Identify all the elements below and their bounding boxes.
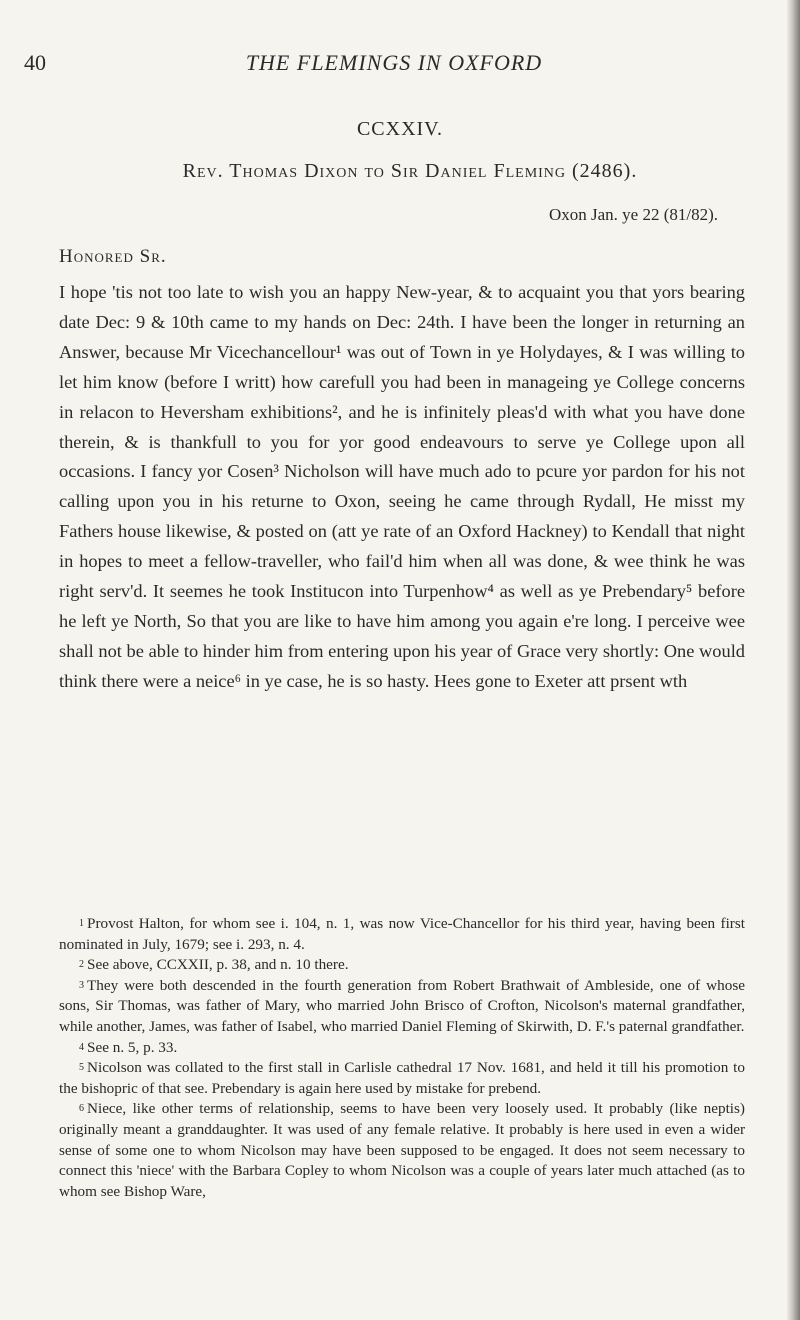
footnote-mark: 1 [79, 918, 84, 929]
letter-number: CCXXIV. [356, 118, 444, 140]
page-header [24, 50, 764, 82]
page-edge-shadow [786, 0, 800, 1320]
footnote-text: Provost Halton, for whom see i. 104, n. 1, was now Vice-Chancellor for his third year, having been first nominated in July, 1679; see i. 293, n. 4. [59, 915, 745, 953]
letter-body [59, 278, 745, 697]
footnote [59, 1058, 745, 1099]
letter-heading: Rev. Thomas Dixon to Sir Daniel Fleming (2486). [182, 160, 638, 182]
footnote [59, 976, 745, 1038]
footnote-mark: 3 [79, 979, 84, 991]
running-title: THE FLEMINGS IN OXFORD [245, 50, 543, 75]
footnote-mark: 5 [79, 1062, 84, 1074]
footnote-mark: 6 [79, 1103, 84, 1115]
footnote [59, 1099, 745, 1202]
footnotes [59, 914, 745, 1202]
letter-salutation: Honored Sr. [59, 246, 167, 267]
letter-text: I hope 'tis not too late to wish you an happy New-year, & to acquaint you that yors bearing date Dec: 9 & 10th came to my hands on Dec: 24th. I have been the longer in returning an Answer, because Mr Vicechancellour¹ was out of Town in ye Holydayes, & I was willing to let him know (before I writt) how carefull you had been in manageing ye College concerns in relacon to Heversham exhibitions², and he is infinitely pleas'd with what you have done therein, & is thankfull to you for yor good endeavours to serve ye College upon all occasions. I fancy yor Cosen³ Nicholson will have much ado to pcure yor pardon for his not calling upon you in his returne to Oxon, seeing he came through Rydall, He misst my Fathers house likewise, & posted on (att ye rate of an Oxford Hackney) to Kendall that night in hopes to meet a fellow-traveller, who fail'd him when all was done, & wee think he was right serv'd. It seemes he took Institucon into Turpenhow⁴ as well as ye Prebendary⁵ before he left ye North, So that you are like to have him among you again e're long. I perceive wee shall not be able to hinder him from entering upon his year of Grace very shortly: One would think there were a neice⁶ in ye case, he is so hasty. Hees gone to Exeter att prsent wth [59, 282, 745, 691]
footnote-text: See n. 5, p. 33. [87, 1038, 178, 1056]
page-number: 40 [24, 50, 46, 75]
footnote [59, 1038, 745, 1059]
footnote-mark: 2 [79, 959, 84, 971]
footnote [59, 955, 745, 976]
letter-dateline: Oxon Jan. ye 22 (81/82). [548, 205, 718, 224]
footnote-text: Nicolson was collated to the first stall in Carlisle cathedral 17 Nov. 1681, and held it till his promotion to the bishopric of that see. Prebendary is again here used by mistake for prebend. [59, 1059, 745, 1097]
footnote-text: They were both descended in the fourth generation from Robert Brathwait of Ambleside, one of whose sons, Sir Thomas, was father of Mary, who married John Brisco of Crofton, Nicolson's maternal grandfather, while another, James, was father of Isabel, who married Daniel Fleming of Skirwith, D. F.'s paternal grandfather. [59, 976, 745, 1035]
footnote-mark: 4 [79, 1041, 84, 1053]
footnote-text: Niece, like other terms of relationship, seems to have been very loosely used. It probably (like neptis) originally meant a granddaughter. It was used of any female relative. It probably is here used in even a wider sense of some one to whom Nicolson may have been supposed to be engaged. It does not seem necessary to connect this 'niece' with the Barbara Copley to whom Nicolson was a couple of years later much attached (as to whom see Bishop Ware, [59, 1100, 745, 1200]
footnote [59, 914, 745, 955]
footnote-text: See above, CCXXII, p. 38, and n. 10 there. [87, 956, 349, 974]
